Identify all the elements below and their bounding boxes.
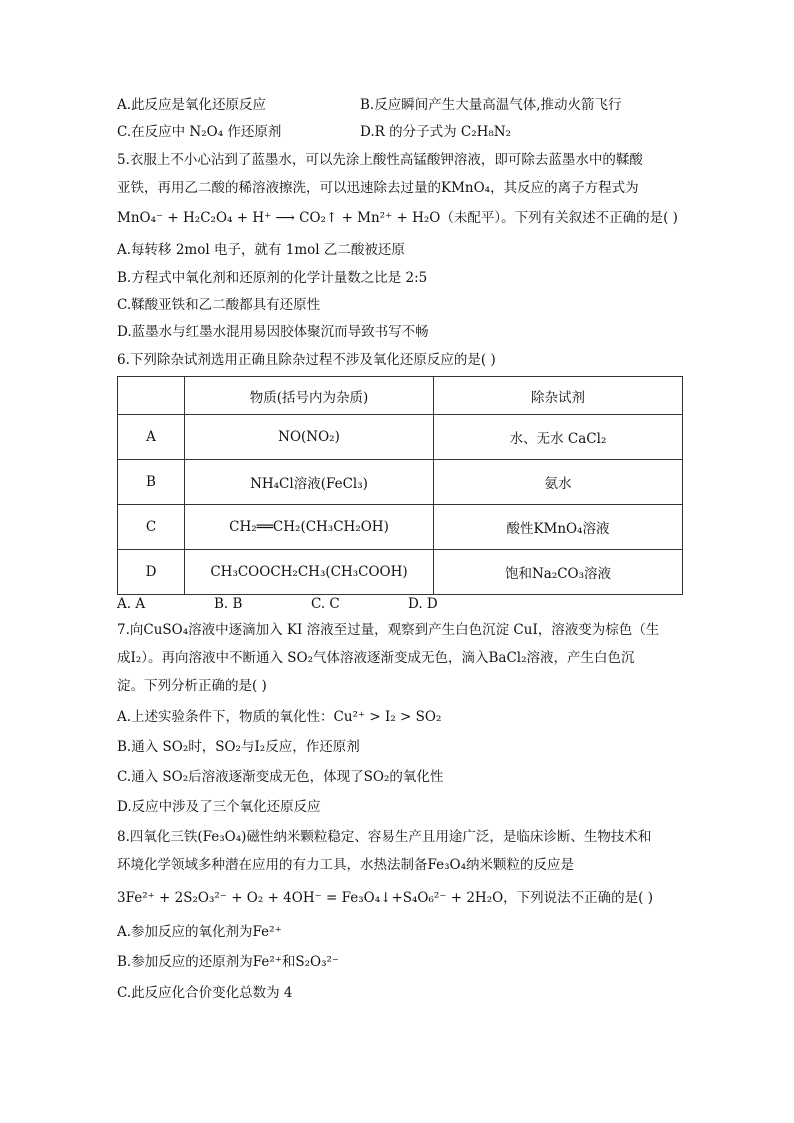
q6-option-a: A. A [117, 596, 146, 612]
row-label: A [118, 415, 185, 460]
q5-option-d: D.蓝墨水与红墨水混用易因胶体聚沉而导致书写不畅 [117, 324, 429, 340]
row-substance: NO(NO₂) [185, 415, 434, 460]
row-substance: CH₃COOCH₂CH₃(CH₃COOH) [185, 550, 434, 595]
row-substance: CH₂══CH₂(CH₃CH₂OH) [185, 505, 434, 550]
table-header-reagent: 除杂试剂 [434, 377, 683, 415]
table-row [118, 505, 683, 550]
table-header-blank [118, 377, 185, 415]
table-row [118, 415, 683, 460]
row-label: B [118, 460, 185, 505]
q8-option-b: B.参加反应的还原剂为Fe²⁺和S₂O₃²⁻ [117, 954, 340, 970]
q5-stem-line1: 5.衣服上不小心沾到了蓝墨水，可以先涂上酸性高锰酸钾溶液，即可除去蓝墨水中的鞣酸 [117, 152, 643, 168]
q5-option-c: C.鞣酸亚铁和乙二酸都具有还原性 [117, 297, 321, 313]
table-row [118, 460, 683, 505]
table-header-row [118, 377, 683, 415]
q7-option-b: B.通入 SO₂时，SO₂与I₂反应，作还原剂 [117, 739, 360, 755]
q4-option-c: C.在反应中 N₂O₄ 作还原剂 [117, 124, 282, 140]
q8-option-a: A.参加反应的氧化剂为Fe²⁺ [117, 924, 282, 940]
q8-stem-line2: 环境化学领域多种潜在应用的有力工具，水热法制备Fe₃O₄纳米颗粒的反应是 [117, 857, 575, 873]
q5-stem-line2: 亚铁，再用乙二酸的稀溶液擦洗，可以迅速除去过量的KMnO₄，其反应的离子方程式为 [117, 180, 639, 196]
q5-option-b: B.方程式中氧化剂和还原剂的化学计量数之比是 2:5 [117, 270, 428, 286]
q7-option-d: D.反应中涉及了三个氧化还原反应 [117, 799, 321, 815]
table-header-substance: 物质(括号内为杂质) [185, 377, 434, 415]
row-reagent: 饱和Na₂CO₃溶液 [434, 550, 683, 595]
q4-option-a: A.此反应是氧化还原反应 [117, 97, 267, 113]
q6-option-b: B. B [214, 596, 243, 612]
row-label: C [118, 505, 185, 550]
row-reagent: 氨水 [434, 460, 683, 505]
q8-option-c: C.此反应化合价变化总数为 4 [117, 985, 293, 1001]
q5-equation: MnO₄⁻ + H₂C₂O₄ + H⁺ ⟶ CO₂↑ + Mn²⁺ + H₂O（未配平）。下列有关叙述不正确的是( ) [117, 210, 678, 226]
row-substance: NH₄Cl溶液(FeCl₃) [185, 460, 434, 505]
q6-option-c: C. C [311, 596, 340, 612]
row-reagent: 水、无水 CaCl₂ [434, 415, 683, 460]
q5-option-a: A.每转移 2mol 电子，就有 1mol 乙二酸被还原 [117, 242, 405, 258]
q4-option-b: B.反应瞬间产生大量高温气体,推动火箭飞行 [360, 97, 622, 113]
row-label: D [118, 550, 185, 595]
q7-stem-line3: 淀。下列分析正确的是( ) [117, 678, 267, 694]
q7-stem-line1: 7.向CuSO₄溶液中逐滴加入 KI 溶液至过量，观察到产生白色沉淀 CuI，溶液变为棕色（生 [117, 622, 660, 638]
q8-stem-line1: 8.四氧化三铁(Fe₃O₄)磁性纳米颗粒稳定、容易生产且用途广泛，是临床诊断、生物技术和 [117, 829, 652, 845]
table-row [118, 550, 683, 595]
row-reagent: 酸性KMnO₄溶液 [434, 505, 683, 550]
q6-option-d: D. D [408, 596, 438, 612]
q4-option-d: D.R 的分子式为 C₂H₈N₂ [360, 124, 512, 140]
q7-option-a: A.上述实验条件下，物质的氧化性：Cu²⁺ > I₂ > SO₂ [117, 709, 442, 725]
q6-options-table [117, 376, 683, 595]
q7-stem-line2: 成I₂）。再向溶液中不断通入 SO₂气体溶液逐渐变成无色，滴入BaCl₂溶液，产生白色沉 [117, 650, 635, 666]
q6-stem: 6.下列除杂试剂选用正确且除杂过程不涉及氧化还原反应的是( ) [117, 352, 496, 368]
q8-equation: 3Fe²⁺ + 2S₂O₃²⁻ + O₂ + 4OH⁻ = Fe₃O₄↓+S₄O₆²⁻ + 2H₂O，下列说法不正确的是( ) [117, 890, 653, 906]
q7-option-c: C.通入 SO₂后溶液逐渐变成无色，体现了SO₂的氧化性 [117, 769, 444, 785]
